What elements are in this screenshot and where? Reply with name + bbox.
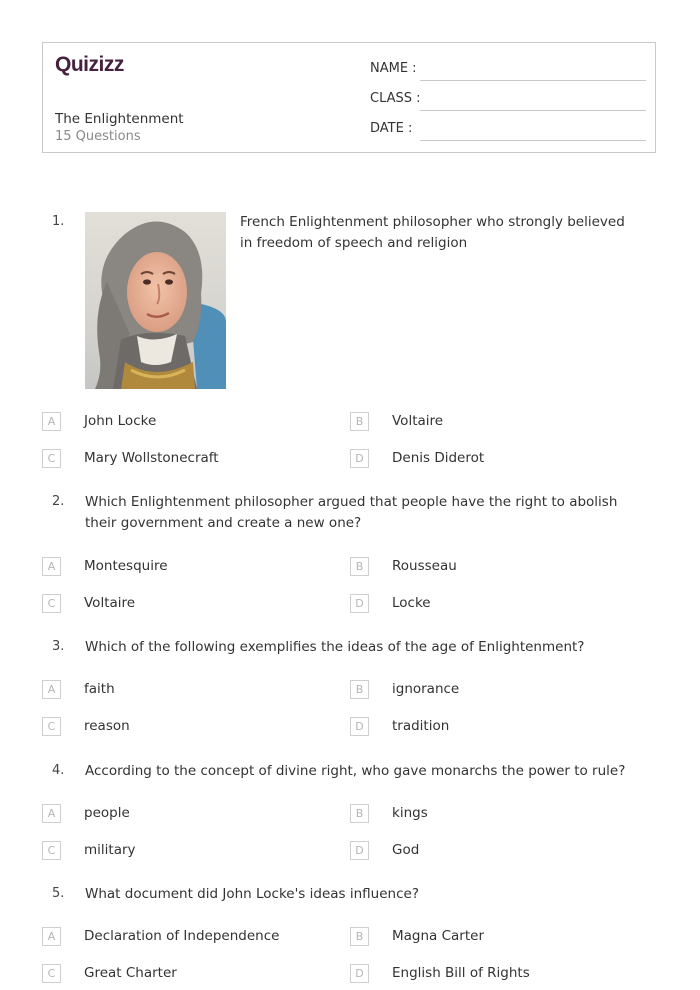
option-text: God — [392, 842, 420, 858]
option-text: tradition — [392, 718, 450, 734]
option-text: ignorance — [392, 681, 460, 697]
option-text: John Locke — [84, 413, 157, 429]
question-number: 4. — [52, 763, 65, 778]
option-text: faith — [84, 681, 115, 697]
option-letter-box: A — [42, 412, 61, 431]
option-letter-box: B — [350, 804, 369, 823]
option-text: reason — [84, 718, 130, 734]
date-line — [420, 140, 646, 141]
option-text: English Bill of Rights — [392, 965, 530, 981]
class-label: CLASS : — [370, 91, 421, 106]
worksheet-header — [42, 42, 656, 153]
option-text: military — [84, 842, 136, 858]
option-text: Montesquire — [84, 558, 168, 574]
option-text: kings — [392, 805, 428, 821]
question-text: According to the concept of divine right, who gave monarchs the power to rule? — [85, 763, 626, 779]
question-text: What document did John Locke's ideas influence? — [85, 886, 419, 902]
question-text: French Enlightenment philosopher who strongly believed in freedom of speech and religion — [240, 214, 625, 251]
option-text: Voltaire — [392, 413, 444, 429]
question-number: 5. — [52, 886, 65, 901]
option-letter-box: A — [42, 557, 61, 576]
option-text: Mary Wollstonecraft — [84, 450, 219, 466]
option-text: Voltaire — [84, 595, 136, 611]
option-text: Great Charter — [84, 965, 177, 981]
question-count: 15 Questions — [55, 129, 141, 144]
option-text: people — [84, 805, 130, 821]
class-line — [420, 110, 646, 111]
option-letter-box: D — [350, 594, 369, 613]
voltaire-portrait-image — [85, 212, 226, 389]
name-label: NAME : — [370, 61, 417, 76]
option-letter-box: C — [42, 841, 61, 860]
option-letter-box: C — [42, 449, 61, 468]
question-number: 2. — [52, 494, 65, 509]
date-label: DATE : — [370, 121, 413, 136]
option-letter-box: D — [350, 449, 369, 468]
option-letter-box: D — [350, 717, 369, 736]
option-letter-box: A — [42, 804, 61, 823]
option-letter-box: D — [350, 964, 369, 983]
option-text: Declaration of Independence — [84, 928, 280, 944]
option-letter-box: B — [350, 927, 369, 946]
option-letter-box: A — [42, 680, 61, 699]
quizizz-logo: Quizizz — [55, 53, 124, 76]
option-text: Denis Diderot — [392, 450, 485, 466]
option-letter-box: B — [350, 557, 369, 576]
option-letter-box: C — [42, 717, 61, 736]
option-letter-box: B — [350, 412, 369, 431]
question-number: 1. — [52, 214, 65, 229]
name-field[interactable] — [370, 61, 646, 81]
question-text: Which of the following exemplifies the ideas of the age of Enlightenment? — [85, 639, 585, 655]
name-line — [420, 80, 646, 81]
class-field[interactable] — [370, 91, 646, 111]
worksheet-title: The Enlightenment — [55, 111, 184, 127]
option-letter-box: D — [350, 841, 369, 860]
option-letter-box: C — [42, 964, 61, 983]
option-letter-box: B — [350, 680, 369, 699]
option-letter-box: A — [42, 927, 61, 946]
option-text: Rousseau — [392, 558, 457, 574]
option-text: Magna Carter — [392, 928, 485, 944]
question-text: Which Enlightenment philosopher argued that people have the right to abolish their government and create a new one? — [85, 494, 618, 531]
date-field[interactable] — [370, 121, 646, 141]
option-letter-box: C — [42, 594, 61, 613]
option-text: Locke — [392, 595, 431, 611]
question-number: 3. — [52, 639, 65, 654]
